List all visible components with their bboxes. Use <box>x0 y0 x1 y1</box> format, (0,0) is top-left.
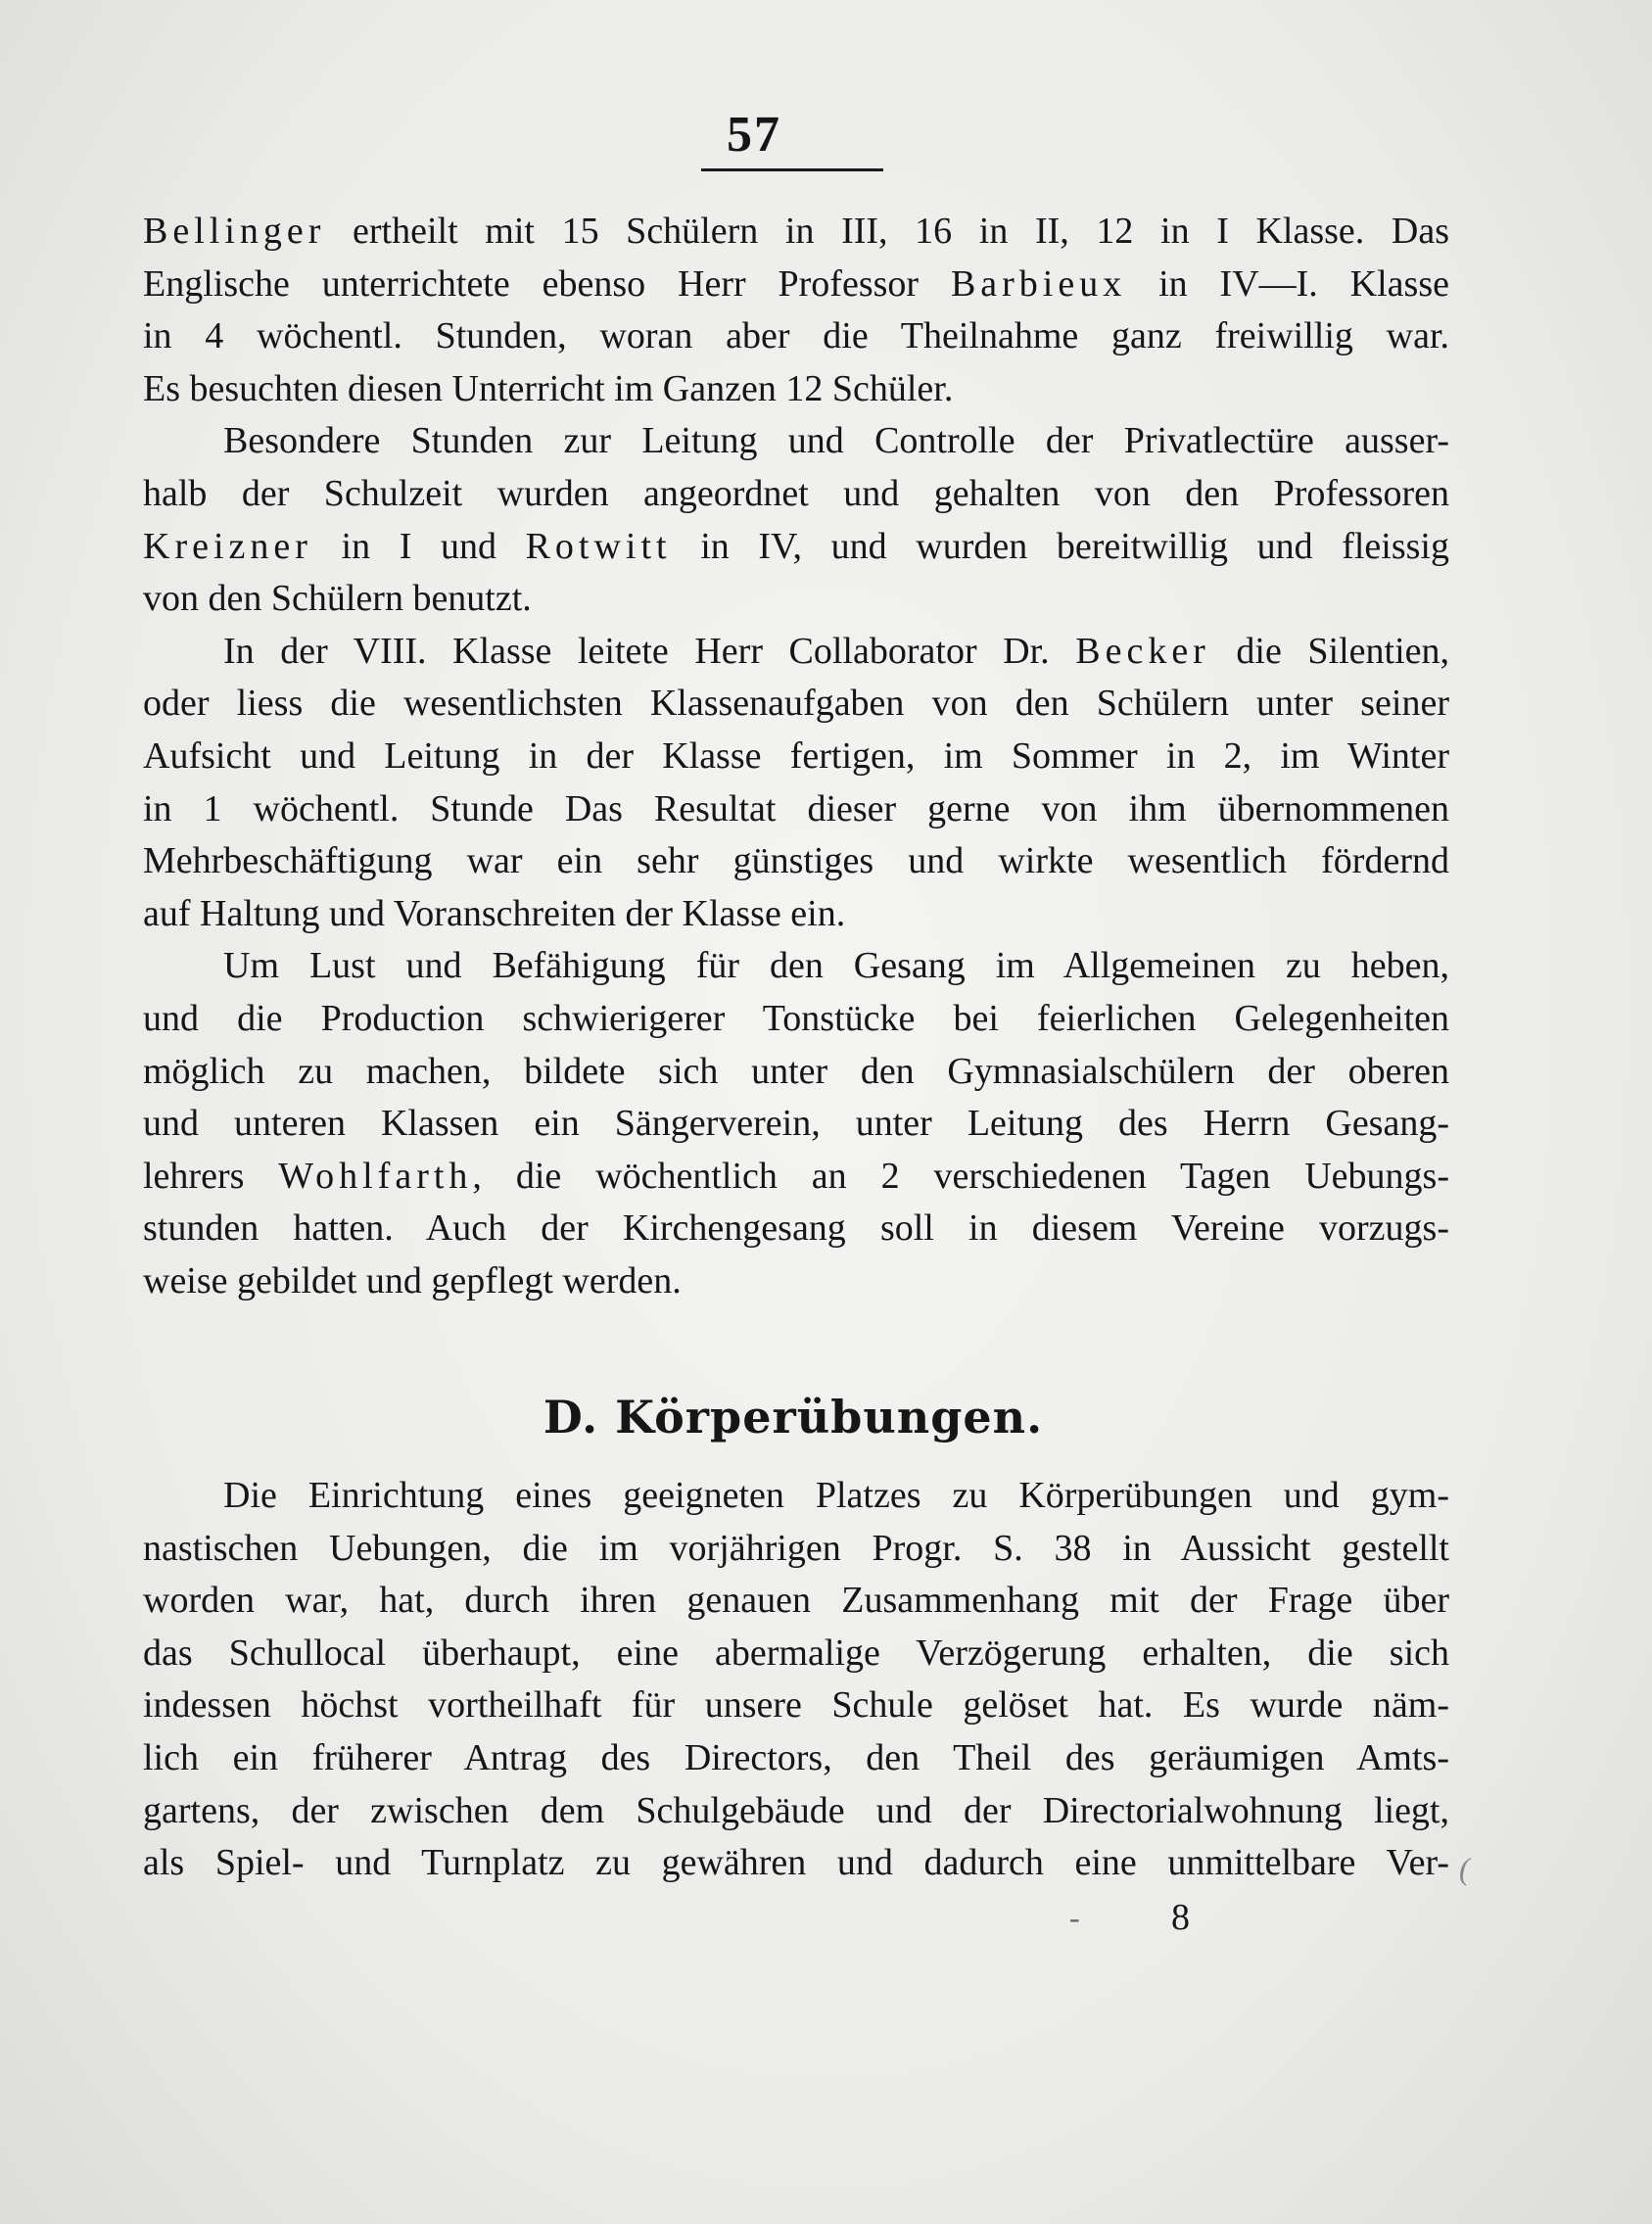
header-rule <box>701 168 883 171</box>
text-run: die Silentien, <box>1209 630 1449 672</box>
dash-mark: - <box>1069 1900 1080 1935</box>
text-run: in I und <box>311 525 526 567</box>
text-run: auf Haltung und Voranschreiten der Klasse ein. <box>143 892 846 934</box>
text-line <box>143 1098 1449 1151</box>
text-run: in IV—I. Klasse <box>1126 262 1449 305</box>
spaced-name: Bellinger <box>143 211 326 252</box>
text-run: Englische unterrichtete ebenso Herr Professor <box>143 262 951 305</box>
text-run: worden war, hat, durch ihren genauen Zusammenhang mit der Frage über <box>143 1580 1449 1622</box>
text-run: in IV, und wurden bereitwillig und fleissig <box>671 525 1449 567</box>
text-run: , die wöchentlich an 2 verschiedenen Tagen Uebungs- <box>472 1155 1449 1197</box>
text-run: das Schullocal überhaupt, eine abermalige Verzögerung erhalten, die sich <box>143 1632 1449 1674</box>
text-line <box>143 731 1449 783</box>
text-run: in 1 wöchentl. Stunde Das Resultat dieser gerne von ihm übernommenen <box>143 787 1449 829</box>
text-line <box>143 1680 1449 1732</box>
text-line <box>143 1523 1449 1576</box>
text-run: ertheilt mit 15 Schülern in III, 16 in II, 12 in I Klasse. Das <box>325 211 1449 252</box>
text-run: Die Einrichtung eines geeigneten Platzes zu Körperübungen und gym- <box>223 1475 1449 1516</box>
text-run: gartens, der zwischen dem Schulgebäude und der Directorialwohnung liegt, <box>143 1789 1449 1831</box>
text-line <box>143 1837 1449 1890</box>
text-run: weise gebildet und gepflegt werden. <box>143 1259 682 1301</box>
paragraph <box>143 206 1449 415</box>
text-run: oder liess die wesentlichsten Klassenaufgaben von den Schülern unter seiner <box>143 683 1449 725</box>
text-run: nastischen Uebungen, die im vorjährigen Progr. S. 38 in Aussicht gestellt <box>143 1527 1449 1569</box>
spaced-name: Rotwitt <box>525 525 672 567</box>
section-heading: D. Körperübungen. <box>543 1391 1044 1443</box>
text-line <box>143 521 1449 574</box>
text-run: Aufsicht und Leitung in der Klasse fertigen, im Sommer in 2, im Winter <box>143 734 1449 777</box>
text-line <box>143 573 1449 626</box>
paragraph <box>143 626 1449 941</box>
text-line <box>143 1470 1449 1523</box>
section-body-text <box>143 1470 1449 1890</box>
text-line <box>143 1046 1449 1099</box>
text-run: als Spiel- und Turnplatz zu gewähren und dadurch eine unmittelbare Ver- <box>143 1842 1449 1884</box>
text-line <box>143 940 1449 993</box>
text-line <box>143 678 1449 731</box>
text-line <box>143 1785 1449 1838</box>
text-run: halb der Schulzeit wurden angeordnet und gehalten von den Professoren <box>143 472 1449 514</box>
paragraph <box>143 415 1449 625</box>
text-run: Es besuchten diesen Unterricht im Ganzen 12 Schüler. <box>143 367 954 409</box>
spaced-name: Kreizner <box>143 525 312 567</box>
text-line <box>143 1151 1449 1204</box>
text-run: und unteren Klassen ein Sängerverein, unter Leitung des Herrn Gesang- <box>143 1103 1449 1145</box>
text-line <box>143 1575 1449 1628</box>
text-run: indessen höchst vortheilhaft für unsere Schule gelöset hat. Es wurde näm- <box>143 1684 1449 1727</box>
text-line <box>143 1628 1449 1680</box>
text-run: von den Schülern benutzt. <box>143 578 532 620</box>
spaced-name: Becker <box>1075 630 1210 672</box>
text-run: lich ein früherer Antrag des Directors, den Theil des geräumigen Amts- <box>143 1736 1449 1778</box>
signature-mark: 8 <box>1171 1897 1190 1938</box>
text-line <box>143 363 1449 416</box>
text-line <box>143 888 1449 941</box>
text-line <box>143 1203 1449 1255</box>
text-line <box>143 993 1449 1046</box>
edge-mark: ( <box>1459 1851 1470 1886</box>
text-run: stunden hatten. Auch der Kirchengesang soll in diesem Vereine vorzugs- <box>143 1207 1449 1250</box>
paragraph <box>143 940 1449 1307</box>
text-line <box>143 259 1449 311</box>
text-line <box>143 468 1449 521</box>
text-line <box>143 835 1449 888</box>
page-number: 57 <box>727 107 781 163</box>
text-run: In der VIII. Klasse leitete Herr Collaborator Dr. <box>223 630 1076 672</box>
text-line <box>143 783 1449 836</box>
text-run: in 4 wöchentl. Stunden, woran aber die Theilnahme ganz freiwillig war. <box>143 315 1449 357</box>
text-line <box>143 1732 1449 1785</box>
text-run: Um Lust und Befähigung für den Gesang im Allgemeinen zu heben, <box>223 945 1449 987</box>
text-run: möglich zu machen, bildete sich unter den Gymnasialschülern der oberen <box>143 1050 1449 1092</box>
body-text <box>143 206 1449 1307</box>
text-run: und die Production schwierigerer Tonstücke bei feierlichen Gelegenheiten <box>143 997 1449 1039</box>
text-line <box>143 415 1449 468</box>
paragraph <box>143 1470 1449 1890</box>
text-line <box>143 626 1449 679</box>
text-run: Besondere Stunden zur Leitung und Controlle der Privatlectüre ausser- <box>223 420 1449 462</box>
spaced-name: Barbieux <box>950 262 1127 305</box>
text-run: lehrers <box>143 1155 279 1197</box>
spaced-name: Wohlfarth <box>278 1155 473 1197</box>
text-line <box>143 1255 1449 1308</box>
text-line <box>143 206 1449 259</box>
text-run: Mehrbeschäftigung war ein sehr günstiges und wirkte wesentlich fördernd <box>143 840 1449 882</box>
text-line <box>143 310 1449 363</box>
